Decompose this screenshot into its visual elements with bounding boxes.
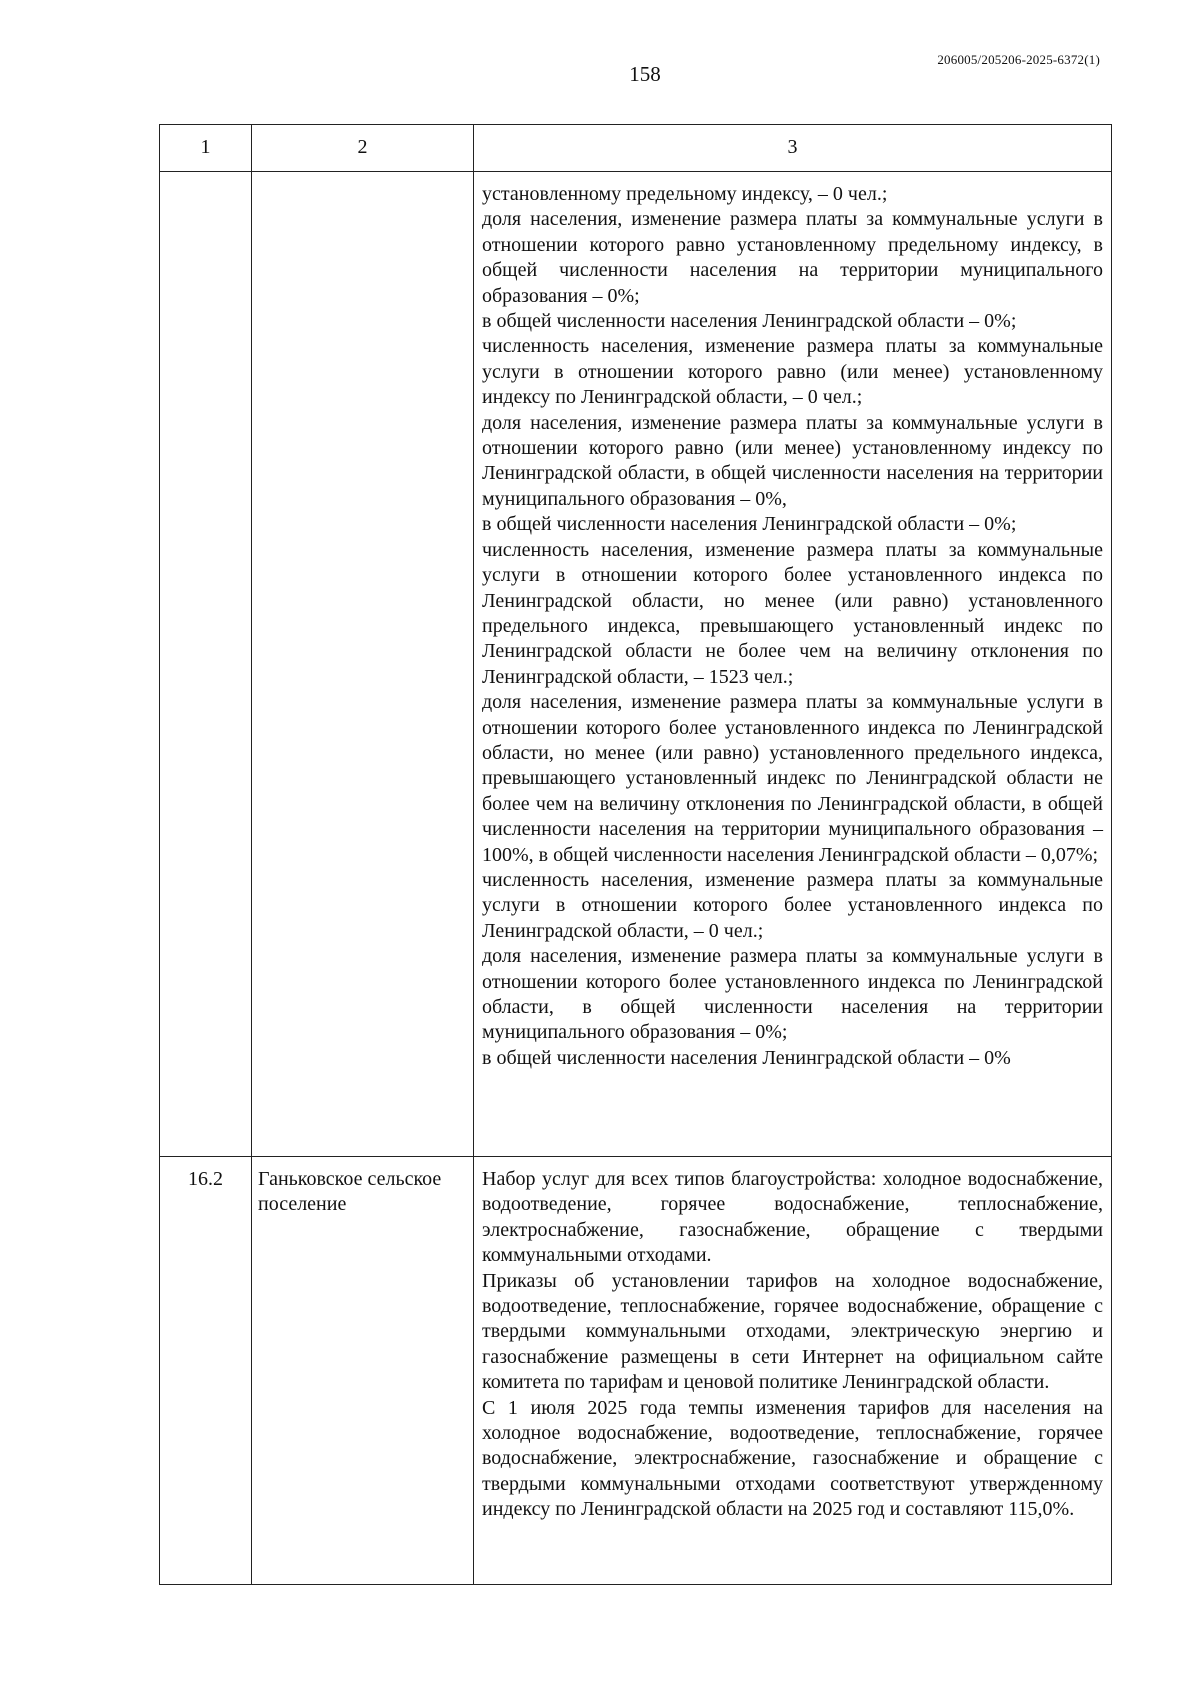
table-row <box>160 1157 1112 1585</box>
row-number: 16.2 <box>160 1157 252 1585</box>
table-row <box>160 172 1112 1157</box>
paragraph: Набор услуг для всех типов благоустройства: холодное водоснабжение, водоотведение, горячее водоснабжение, теплоснабжение, электроснабжение, газоснабжение, обращение с твердыми коммунальными отходами. <box>482 1168 1103 1267</box>
table-header-row <box>160 125 1112 172</box>
main-table <box>159 124 1112 1585</box>
paragraph: в общей численности населения Ленинградской области – 0% <box>482 1046 1011 1069</box>
paragraph: в общей численности населения Ленинградской области – 0%; <box>482 513 1017 536</box>
paragraph: установленному предельному индексу, – 0 чел.; <box>482 183 888 205</box>
paragraph: численность населения, изменение размера платы за коммунальные услуги в отношении которого более установленного индекса по Ленинградской области, – 0 чел.; <box>482 868 1103 942</box>
row-description <box>474 172 1112 1157</box>
column-header-2: 2 <box>252 125 474 172</box>
row-settlement-name: Ганьковское сельское поселение <box>252 1157 474 1585</box>
column-header-3: 3 <box>474 125 1112 172</box>
document-code: 206005/205206-2025-6372(1) <box>937 52 1100 67</box>
paragraph: численность населения, изменение размера платы за коммунальные услуги в отношении которого равно (или менее) установленному индексу по Ленинградской области, – 0 чел.; <box>482 335 1103 409</box>
row-number <box>160 172 252 1157</box>
paragraph: доля населения, изменение размера платы за коммунальные услуги в отношении которого равно установленному предельному индексу, в общей численности населения на территории муниципального образования – 0%; <box>482 208 1103 307</box>
paragraph: в общей численности населения Ленинградской области – 0%; <box>482 310 1017 333</box>
page-number: 158 <box>629 62 661 86</box>
column-header-1: 1 <box>160 125 252 172</box>
paragraph: С 1 июля 2025 года темпы изменения тарифов для населения на холодное водоснабжение, водоотведение, теплоснабжение, горячее водоснабжение, электроснабжение, газоснабжение и обращение с твердыми коммунальными отходами соответствуют утвержденному индексу по Ленинградской области на 2025 год и составляют 115,0%. <box>482 1396 1103 1521</box>
paragraph: численность населения, изменение размера платы за коммунальные услуги в отношении которого более установленного индекса по Ленинградской области, но менее (или равно) установленного предельного индекса, превышающего установленный индекс по Ленинградской области не более чем на величину отклонения по Ленинградской области, – 1523 чел.; <box>482 538 1103 688</box>
paragraph: Приказы об установлении тарифов на холодное водоснабжение, водоотведение, теплоснабжение, горячее водоснабжение, обращение с твердыми коммунальными отходами, электрическую энергию и газоснабжение размещены в сети Интернет на официальном сайте комитета по тарифам и ценовой политике Ленинградской области. <box>482 1269 1103 1394</box>
paragraph: доля населения, изменение размера платы за коммунальные услуги в отношении которого более установленного индекса по Ленинградской области, но менее (или равно) установленного предельного индекса, превышающего установленный индекс по Ленинградской области не более чем на величину отклонения по Ленинградской области, в общей численности населения на территории муниципального образования – 100%, в общей численности населения Ленинградской области – 0,07%; <box>482 691 1103 866</box>
row-settlement-name <box>252 172 474 1157</box>
paragraph: доля населения, изменение размера платы за коммунальные услуги в отношении которого более установленного индекса по Ленинградской области, в общей численности населения на территории муниципального образования – 0%; <box>482 945 1103 1044</box>
paragraph: доля населения, изменение размера платы за коммунальные услуги в отношении которого равно (или менее) установленному индексу по Ленинградской области, в общей численности населения на территории муниципального образования – 0%, <box>482 411 1103 510</box>
row-description <box>474 1157 1112 1585</box>
